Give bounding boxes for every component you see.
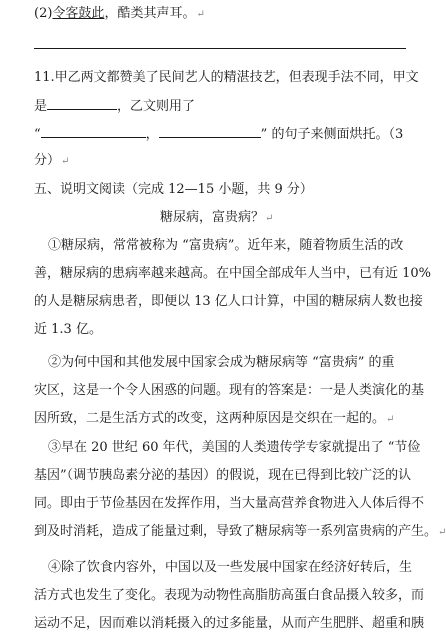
paragraph-2-line-1 [48,355,395,371]
question-2-underlined-phrase: 令客鼓此 [52,6,105,21]
p2-text-2: 灾区，这是一个令人困惑的问题。现有的答案是：一是人类演化的基 [34,383,425,398]
question-11-line-1 [34,70,419,86]
question-11-text-2b: ，乙文则用了 [117,99,196,114]
paragraph-mark-icon: ↵ [386,414,395,425]
p4-text-2: 活方式也发生了变化。表现为动物性高脂肪高蛋白食品摄入较多，而 [34,588,425,603]
article-title-text: 糖尿病，富贵病？ [160,210,265,225]
p2-text-1: ②为何中国和其他发展中国家会成为糖尿病等 “富贵病” 的重 [48,355,395,370]
fill-blank-2 [41,125,146,138]
question-2-text: ，酷类其声耳。 [104,6,196,21]
paragraph-2-line-3 [34,411,394,428]
question-11-line-3 [34,125,403,143]
p3-text-4: 到及时消耗，造成了能量过剩，导致了糖尿病等一系列富贵病的产生。 [34,524,438,539]
open-quote: “ [34,127,41,142]
paragraph-3-line-3 [34,496,424,512]
paragraph-1-line-2 [34,266,431,282]
article-title [160,210,273,227]
paragraph-1-line-4 [34,322,102,338]
question-11-text-2a: 是 [34,99,48,114]
comma: ， [145,127,159,142]
p1-text-1: ①糖尿病，常常被称为 “富贵病”。近年来，随着物质生活的改 [48,238,404,253]
question-11-line-2 [34,97,195,115]
question-2-number: (2) [34,6,53,21]
paragraph-2-line-2 [34,383,424,399]
section-5-heading-text: 五、说明文阅读（完成 12—15 小题，共 9 分） [34,182,313,197]
paragraph-4-line-1 [48,560,412,576]
question-11-line-4 [34,153,69,170]
p4-text-3: 运动不足，因而难以消耗摄入的过多能量，从而产生肥胖、超重和胰 [34,616,425,631]
paragraph-4-line-3 [34,616,424,632]
question-11-text-4: 分） [34,153,61,168]
paragraph-mark-icon: ↵ [196,9,205,20]
paragraph-4-line-2 [34,588,424,604]
p1-text-3: 的人是糖尿病患者，即便以 13 亿人口计算，中国的糖尿病人数也接 [34,294,423,309]
p2-text-3: 因所致，二是生活方式的改变，这两种原因是交织在一起的。 [34,411,386,426]
p3-text-1: ③早在 20 世纪 60 年代，美国的人类遗传学专家就提出了 “节俭 [48,440,421,455]
p4-text-1: ④除了饮食内容外，中国以及一些发展中国家在经济好转后，生 [48,560,413,575]
answer-line [34,48,406,49]
paragraph-3-line-1 [48,440,420,456]
paragraph-mark-icon: ↵ [265,213,274,224]
question-11-text-3: ” 的句子来侧面烘托。（3 [260,127,404,142]
paragraph-3-line-2 [34,468,411,484]
p1-text-2: 善，糖尿病的患病率越来越高。在中国全部成年人当中，已有近 10% [34,266,432,281]
paragraph-mark-icon: ↵ [438,527,446,538]
paragraph-mark-icon: ↵ [61,156,70,167]
question-2-line [34,6,205,23]
p3-text-2: 基因”（调节胰岛素分泌的基因）的假说，现在已得到比较广泛的认 [34,468,412,483]
paragraph-3-line-4 [34,524,446,541]
paragraph-1-line-3 [34,294,423,310]
fill-blank-3 [159,125,261,138]
section-5-heading [34,182,313,198]
question-11-text-1: 11.甲乙两文都赞美了民间艺人的精湛技艺，但表现手法不同，甲文 [34,70,419,85]
fill-blank-1 [47,97,117,110]
paragraph-1-line-1 [48,238,403,254]
p3-text-3: 同。即由于节俭基因在发挥作用，当大量高营养食物进入人体后得不 [34,496,425,511]
p1-text-4: 近 1.3 亿。 [34,322,102,337]
